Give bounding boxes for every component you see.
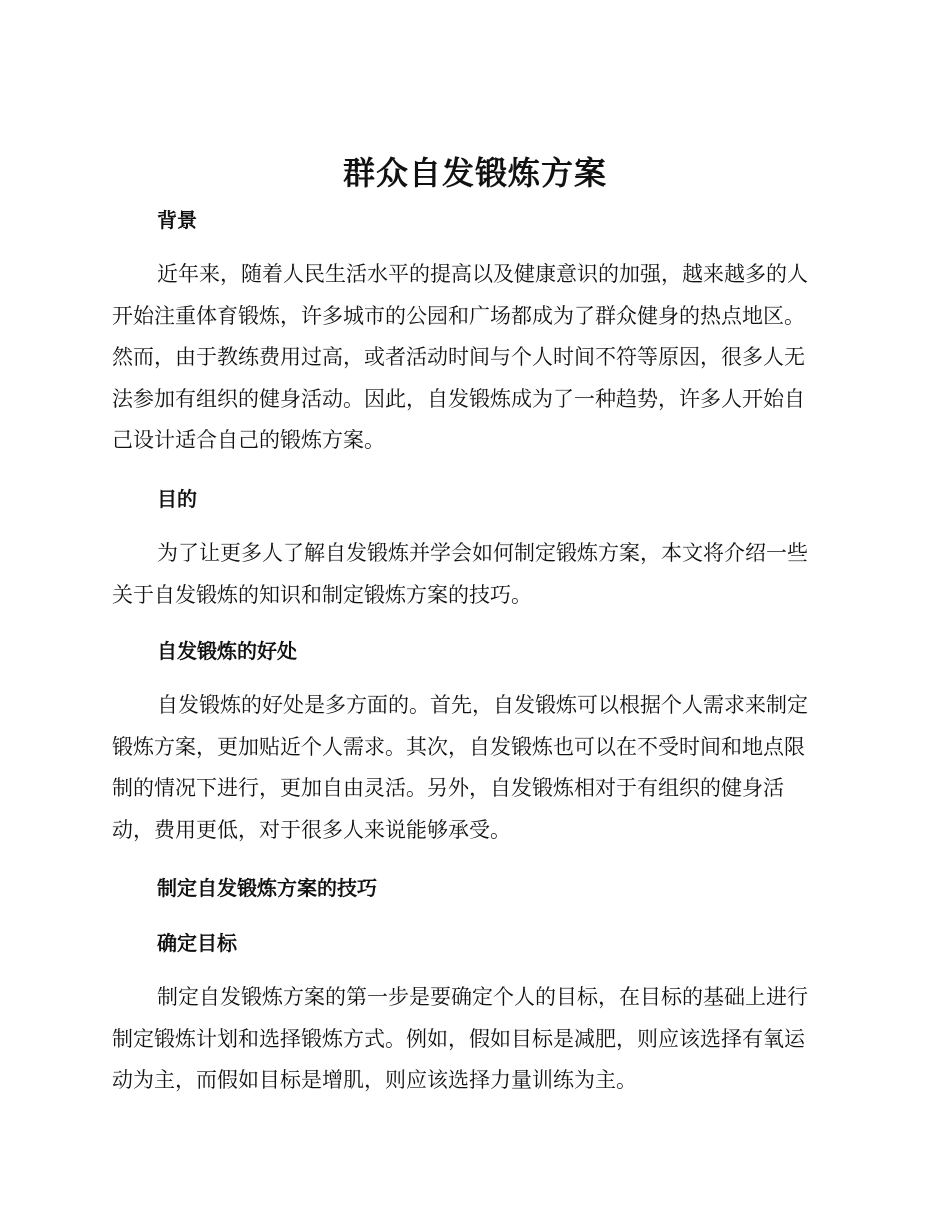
paragraph-line: 近年来，随着人民生活水平的提高以及健康意识的加强，越来越多的人 [157,262,808,286]
paragraph-purpose [112,533,832,616]
paragraph-background [112,254,832,462]
section-heading-purpose: 目的 [157,487,197,511]
paragraph-line: 制定自发锻炼方案的第一步是要确定个人的目标，在目标的基础上进行 [157,985,808,1009]
paragraph-line: 开始注重体育锻炼，许多城市的公园和广场都成为了群众健身的热点地区。 [112,303,805,328]
paragraph-line: 为了让更多人了解自发锻炼并学会如何制定锻炼方案，本文将介绍一些 [157,541,808,565]
paragraph-benefits [112,685,832,851]
section-heading-benefits: 自发锻炼的好处 [157,639,297,663]
paragraph-line: 己设计适合自己的锻炼方案。 [112,428,385,452]
section-heading-background: 背景 [157,208,197,232]
paragraph-set-goals [112,977,832,1102]
paragraph-line: 锻炼方案，更加贴近个人需求。其次，自发锻炼也可以在不受时间和地点限 [112,734,805,759]
paragraph-line: 然而，由于教练费用过高，或者活动时间与个人时间不符等原因，很多人无 [112,345,805,369]
paragraph-line: 法参加有组织的健身活动。因此，自发锻炼成为了一种趋势，许多人开始自 [112,386,805,411]
paragraph-line: 关于自发锻炼的知识和制定锻炼方案的技巧。 [112,582,532,607]
paragraph-line: 制的情况下进行，更加自由灵活。另外，自发锻炼相对于有组织的健身活 [112,776,784,800]
page-title: 群众自发锻炼方案 [342,154,607,192]
paragraph-line: 动为主，而假如目标是增肌，则应该选择力量训练为主。 [112,1068,637,1092]
paragraph-line: 动，费用更低，对于很多人来说能够承受。 [112,817,511,842]
paragraph-line: 自发锻炼的好处是多方面的。首先，自发锻炼可以根据个人需求来制定 [157,693,808,717]
section-heading-tips: 制定自发锻炼方案的技巧 [157,876,377,900]
section-heading-set-goals: 确定目标 [157,931,237,955]
paragraph-line: 制定锻炼计划和选择锻炼方式。例如，假如目标是减肥，则应该选择有氧运 [112,1026,805,1051]
